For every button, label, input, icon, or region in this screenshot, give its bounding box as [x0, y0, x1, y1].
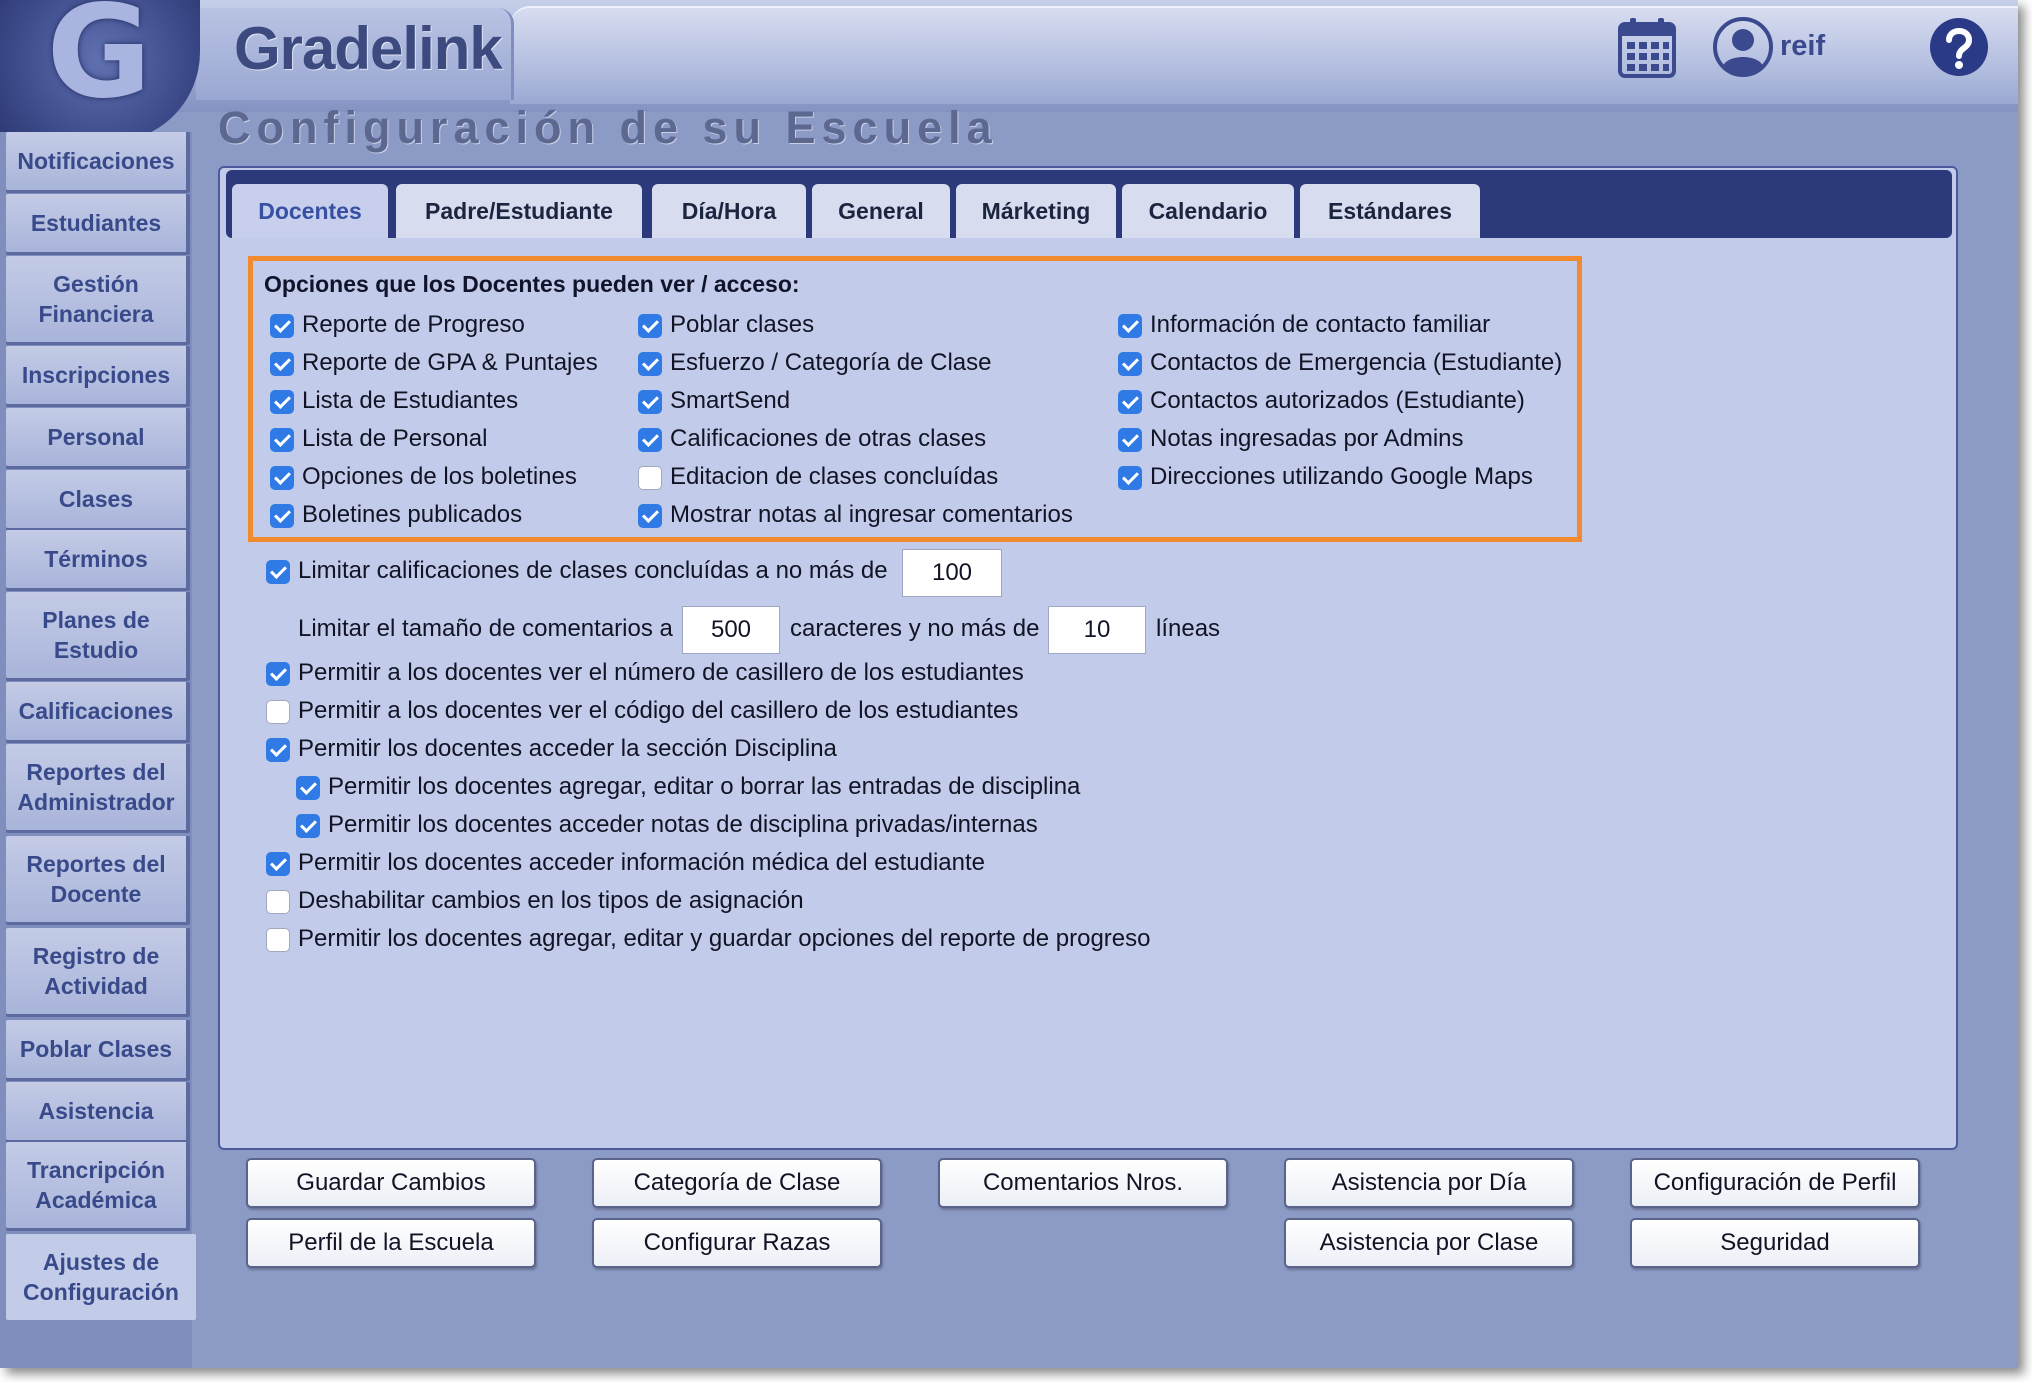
option-col1-4-label: Opciones de los boletines: [302, 463, 577, 490]
setting-1-checkbox[interactable]: [266, 700, 290, 724]
comment-lines-input[interactable]: 10: [1048, 606, 1146, 654]
option-col1-5-label: Boletines publicados: [302, 501, 523, 528]
option-col2-0-label: Poblar clases: [670, 311, 815, 338]
sidebar-item-calificaciones[interactable]: Calificaciones: [6, 682, 190, 740]
setting-0-label: Permitir a los docentes ver el número de casillero de los estudiantes: [298, 659, 1024, 686]
option-col3-4-checkbox[interactable]: [1118, 466, 1142, 490]
option-col2-3-checkbox[interactable]: [638, 428, 662, 452]
comment-lines-label: líneas: [1156, 615, 1221, 642]
option-col2-4-checkbox[interactable]: [638, 466, 662, 490]
guardar-cambios-button[interactable]: Guardar Cambios: [246, 1158, 536, 1208]
option-col2-5-label: Mostrar notas al ingresar comentarios: [670, 501, 1073, 528]
teacher-options-heading: Opciones que los Docentes pueden ver / acceso:: [264, 271, 800, 297]
option-col3-1-label: Contactos de Emergencia (Estudiante): [1150, 349, 1563, 376]
setting-3-checkbox[interactable]: [296, 776, 320, 800]
tab-márketing[interactable]: Márketing: [956, 184, 1116, 238]
setting-5-label: Permitir los docentes acceder información médica del estudiante: [298, 849, 986, 876]
option-col3-2-checkbox[interactable]: [1118, 390, 1142, 414]
limit-concluded-label: Limitar calificaciones de clases concluídas a no más de: [298, 557, 888, 584]
configuración-de-perfil-button[interactable]: Configuración de Perfil: [1630, 1158, 1920, 1208]
option-col1-2-checkbox[interactable]: [270, 390, 294, 414]
user-avatar-icon[interactable]: [1712, 16, 1774, 78]
brand-name: Gradelink: [234, 15, 502, 82]
option-col2-2-label: SmartSend: [670, 387, 791, 414]
help-icon[interactable]: [1928, 16, 1990, 78]
sidebar-item-registro-de[interactable]: Registro de Actividad: [6, 928, 190, 1014]
option-col3-3-checkbox[interactable]: [1118, 428, 1142, 452]
option-col1-3-checkbox[interactable]: [270, 428, 294, 452]
sidebar-item-trancripción[interactable]: Trancripción Académica: [6, 1142, 190, 1228]
option-col2-4-label: Editacion de clases concluídas: [670, 463, 999, 490]
setting-4-label: Permitir los docentes acceder notas de disciplina privadas/internas: [328, 811, 1038, 838]
option-col3-1-checkbox[interactable]: [1118, 352, 1142, 376]
option-col2-1-label: Esfuerzo / Categoría de Clase: [670, 349, 992, 376]
tab-estándares[interactable]: Estándares: [1300, 184, 1480, 238]
option-col3-0-checkbox[interactable]: [1118, 314, 1142, 338]
option-col2-3-label: Calificaciones de otras clases: [670, 425, 987, 452]
option-col2-2-checkbox[interactable]: [638, 390, 662, 414]
option-col3-0-label: Información de contacto familiar: [1150, 311, 1491, 338]
seguridad-button[interactable]: Seguridad: [1630, 1218, 1920, 1268]
sidebar-item-notificaciones[interactable]: Notificaciones: [6, 132, 190, 190]
comment-chars-input[interactable]: 500: [682, 606, 780, 654]
calendar-icon[interactable]: [1618, 16, 1676, 78]
categoría-de-clase-button[interactable]: Categoría de Clase: [592, 1158, 882, 1208]
sidebar-item-gestión[interactable]: Gestión Financiera: [6, 256, 190, 342]
logo-icon[interactable]: [0, 0, 200, 142]
perfil-de-la-escuela-button[interactable]: Perfil de la Escuela: [246, 1218, 536, 1268]
tab-día-hora[interactable]: Día/Hora: [652, 184, 806, 238]
comment-limit-label: Limitar el tamaño de comentarios a: [298, 615, 673, 642]
option-col2-5-checkbox[interactable]: [638, 504, 662, 528]
sidebar-item-planes-de[interactable]: Planes de Estudio: [6, 592, 190, 678]
asistencia-por-clase-button[interactable]: Asistencia por Clase: [1284, 1218, 1574, 1268]
setting-7-checkbox[interactable]: [266, 928, 290, 952]
tab-padre-estudiante[interactable]: Padre/Estudiante: [396, 184, 642, 238]
setting-2-checkbox[interactable]: [266, 738, 290, 762]
setting-6-checkbox[interactable]: [266, 890, 290, 914]
sidebar-item-reportes-del[interactable]: Reportes del Administrador: [6, 744, 190, 830]
option-col1-4-checkbox[interactable]: [270, 466, 294, 490]
comment-chars-label: caracteres y no más de: [790, 615, 1040, 642]
sidebar-item-personal[interactable]: Personal: [6, 408, 190, 466]
setting-2-label: Permitir los docentes acceder la sección Disciplina: [298, 735, 837, 762]
limit-concluded-checkbox[interactable]: [266, 560, 290, 584]
sidebar-item-asistencia[interactable]: Asistencia: [6, 1082, 190, 1140]
setting-4-checkbox[interactable]: [296, 814, 320, 838]
sidebar-item-estudiantes[interactable]: Estudiantes: [6, 194, 190, 252]
tab-docentes[interactable]: Docentes: [232, 184, 388, 238]
logo-letter: G: [46, 0, 152, 127]
asistencia-por-día-button[interactable]: Asistencia por Día: [1284, 1158, 1574, 1208]
setting-1-label: Permitir a los docentes ver el código del casillero de los estudiantes: [298, 697, 1019, 724]
option-col3-4-label: Direcciones utilizando Google Maps: [1150, 463, 1533, 490]
comentarios-nros-button[interactable]: Comentarios Nros.: [938, 1158, 1228, 1208]
setting-5-checkbox[interactable]: [266, 852, 290, 876]
page-title: Configuración de su Escuela: [218, 102, 998, 153]
setting-3-label: Permitir los docentes agregar, editar o borrar las entradas de disciplina: [328, 773, 1081, 800]
option-col1-1-checkbox[interactable]: [270, 352, 294, 376]
setting-6-label: Deshabilitar cambios en los tipos de asignación: [298, 887, 804, 914]
option-col3-2-label: Contactos autorizados (Estudiante): [1150, 387, 1525, 414]
option-col3-3-label: Notas ingresadas por Admins: [1150, 425, 1464, 452]
option-col1-2-label: Lista de Estudiantes: [302, 387, 519, 414]
option-col2-0-checkbox[interactable]: [638, 314, 662, 338]
sidebar-item-clases[interactable]: Clases: [6, 470, 190, 528]
sidebar-item-poblar-clases[interactable]: Poblar Clases: [6, 1020, 190, 1078]
tab-general[interactable]: General: [812, 184, 950, 238]
option-col1-0-checkbox[interactable]: [270, 314, 294, 338]
user-name[interactable]: reif: [1780, 30, 1826, 62]
option-col2-1-checkbox[interactable]: [638, 352, 662, 376]
limit-concluded-input[interactable]: 100: [902, 549, 1002, 597]
option-col1-1-label: Reporte de GPA & Puntajes: [302, 349, 598, 376]
sidebar-item-términos[interactable]: Términos: [6, 530, 190, 588]
option-col1-5-checkbox[interactable]: [270, 504, 294, 528]
setting-7-label: Permitir los docentes agregar, editar y guardar opciones del reporte de progreso: [298, 925, 1151, 952]
tab-calendario[interactable]: Calendario: [1122, 184, 1294, 238]
sidebar-item-ajustes-de[interactable]: Ajustes de Configuración: [6, 1234, 196, 1320]
setting-0-checkbox[interactable]: [266, 662, 290, 686]
option-col1-0-label: Reporte de Progreso: [302, 311, 525, 338]
option-col1-3-label: Lista de Personal: [302, 425, 488, 452]
configurar-razas-button[interactable]: Configurar Razas: [592, 1218, 882, 1268]
sidebar-item-inscripciones[interactable]: Inscripciones: [6, 346, 190, 404]
sidebar-item-reportes-del[interactable]: Reportes del Docente: [6, 836, 190, 922]
